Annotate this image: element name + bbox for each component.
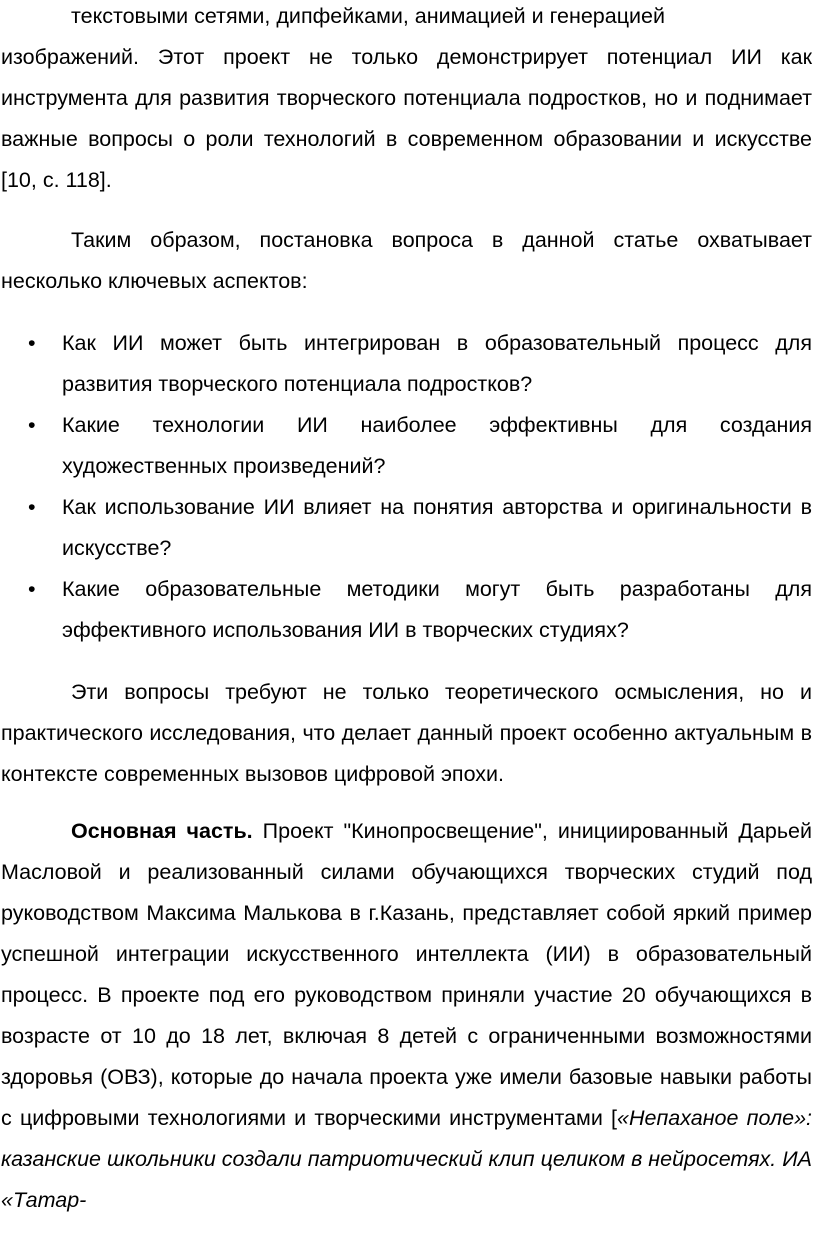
section-heading: Основная часть. <box>71 819 253 843</box>
list-item: • Какие образовательные методики могут быть разработаны для эффективного использования ИИ в творческих студиях? <box>1 569 812 651</box>
paragraph-continuation <box>1 0 812 201</box>
citation-text: «Непаханое поле»: казанские школьники создали патриотический клип целиком в нейросетях. ИА «Татар- <box>1 1106 813 1212</box>
list-item: • Какие технологии ИИ наиболее эффективны для создания художественных произведений? <box>1 405 812 487</box>
paragraph-line-rest: изображений. Этот проект не только демонстрирует потенциал ИИ как инструмента для развития творческого потенциала подростков, но и поднимает важные вопросы о роли технологий в современном образовании и искусстве [10, с. 118]. <box>1 45 812 192</box>
list-item: • Как ИИ может быть интегрирован в образовательный процесс для развития творческого потенциала подростков? <box>1 323 812 405</box>
list-item: • Как использование ИИ влияет на понятия авторства и оригинальности в искусстве? <box>1 487 812 569</box>
paragraph-conclusion: Эти вопросы требуют не только теоретического осмысления, но и практического исследования, что делает данный проект особенно актуальным в контексте современных вызовов цифровой эпохи. <box>1 680 812 786</box>
paragraph-main-part <box>1 811 812 1221</box>
paragraph-intro-questions: Таким образом, постановка вопроса в данной статье охватывает несколько ключевых аспектов: <box>1 228 812 293</box>
paragraph-line-first: текстовыми сетями, дипфейками, анимацией и генерацией <box>71 4 666 28</box>
main-part-body: Проект "Кинопросвещение", инициированный Дарьей Масловой и реализованный силами обучающихся творческих студий под руководством Максима Малькова в г.Казань, представляет собой яркий пример успешной интеграции искусственного интеллекта (ИИ) в образовательный процесс. В проекте под его руководством приняли участие 20 обучающихся в возрасте от 10 до 18 лет, включая 8 детей с ограниченными возможностями здоровья (ОВЗ), которые до начала проекта уже имели базовые навыки работы с цифровыми технологиями и творческими инструментами [ <box>1 819 812 1130</box>
questions-list <box>1 323 812 651</box>
